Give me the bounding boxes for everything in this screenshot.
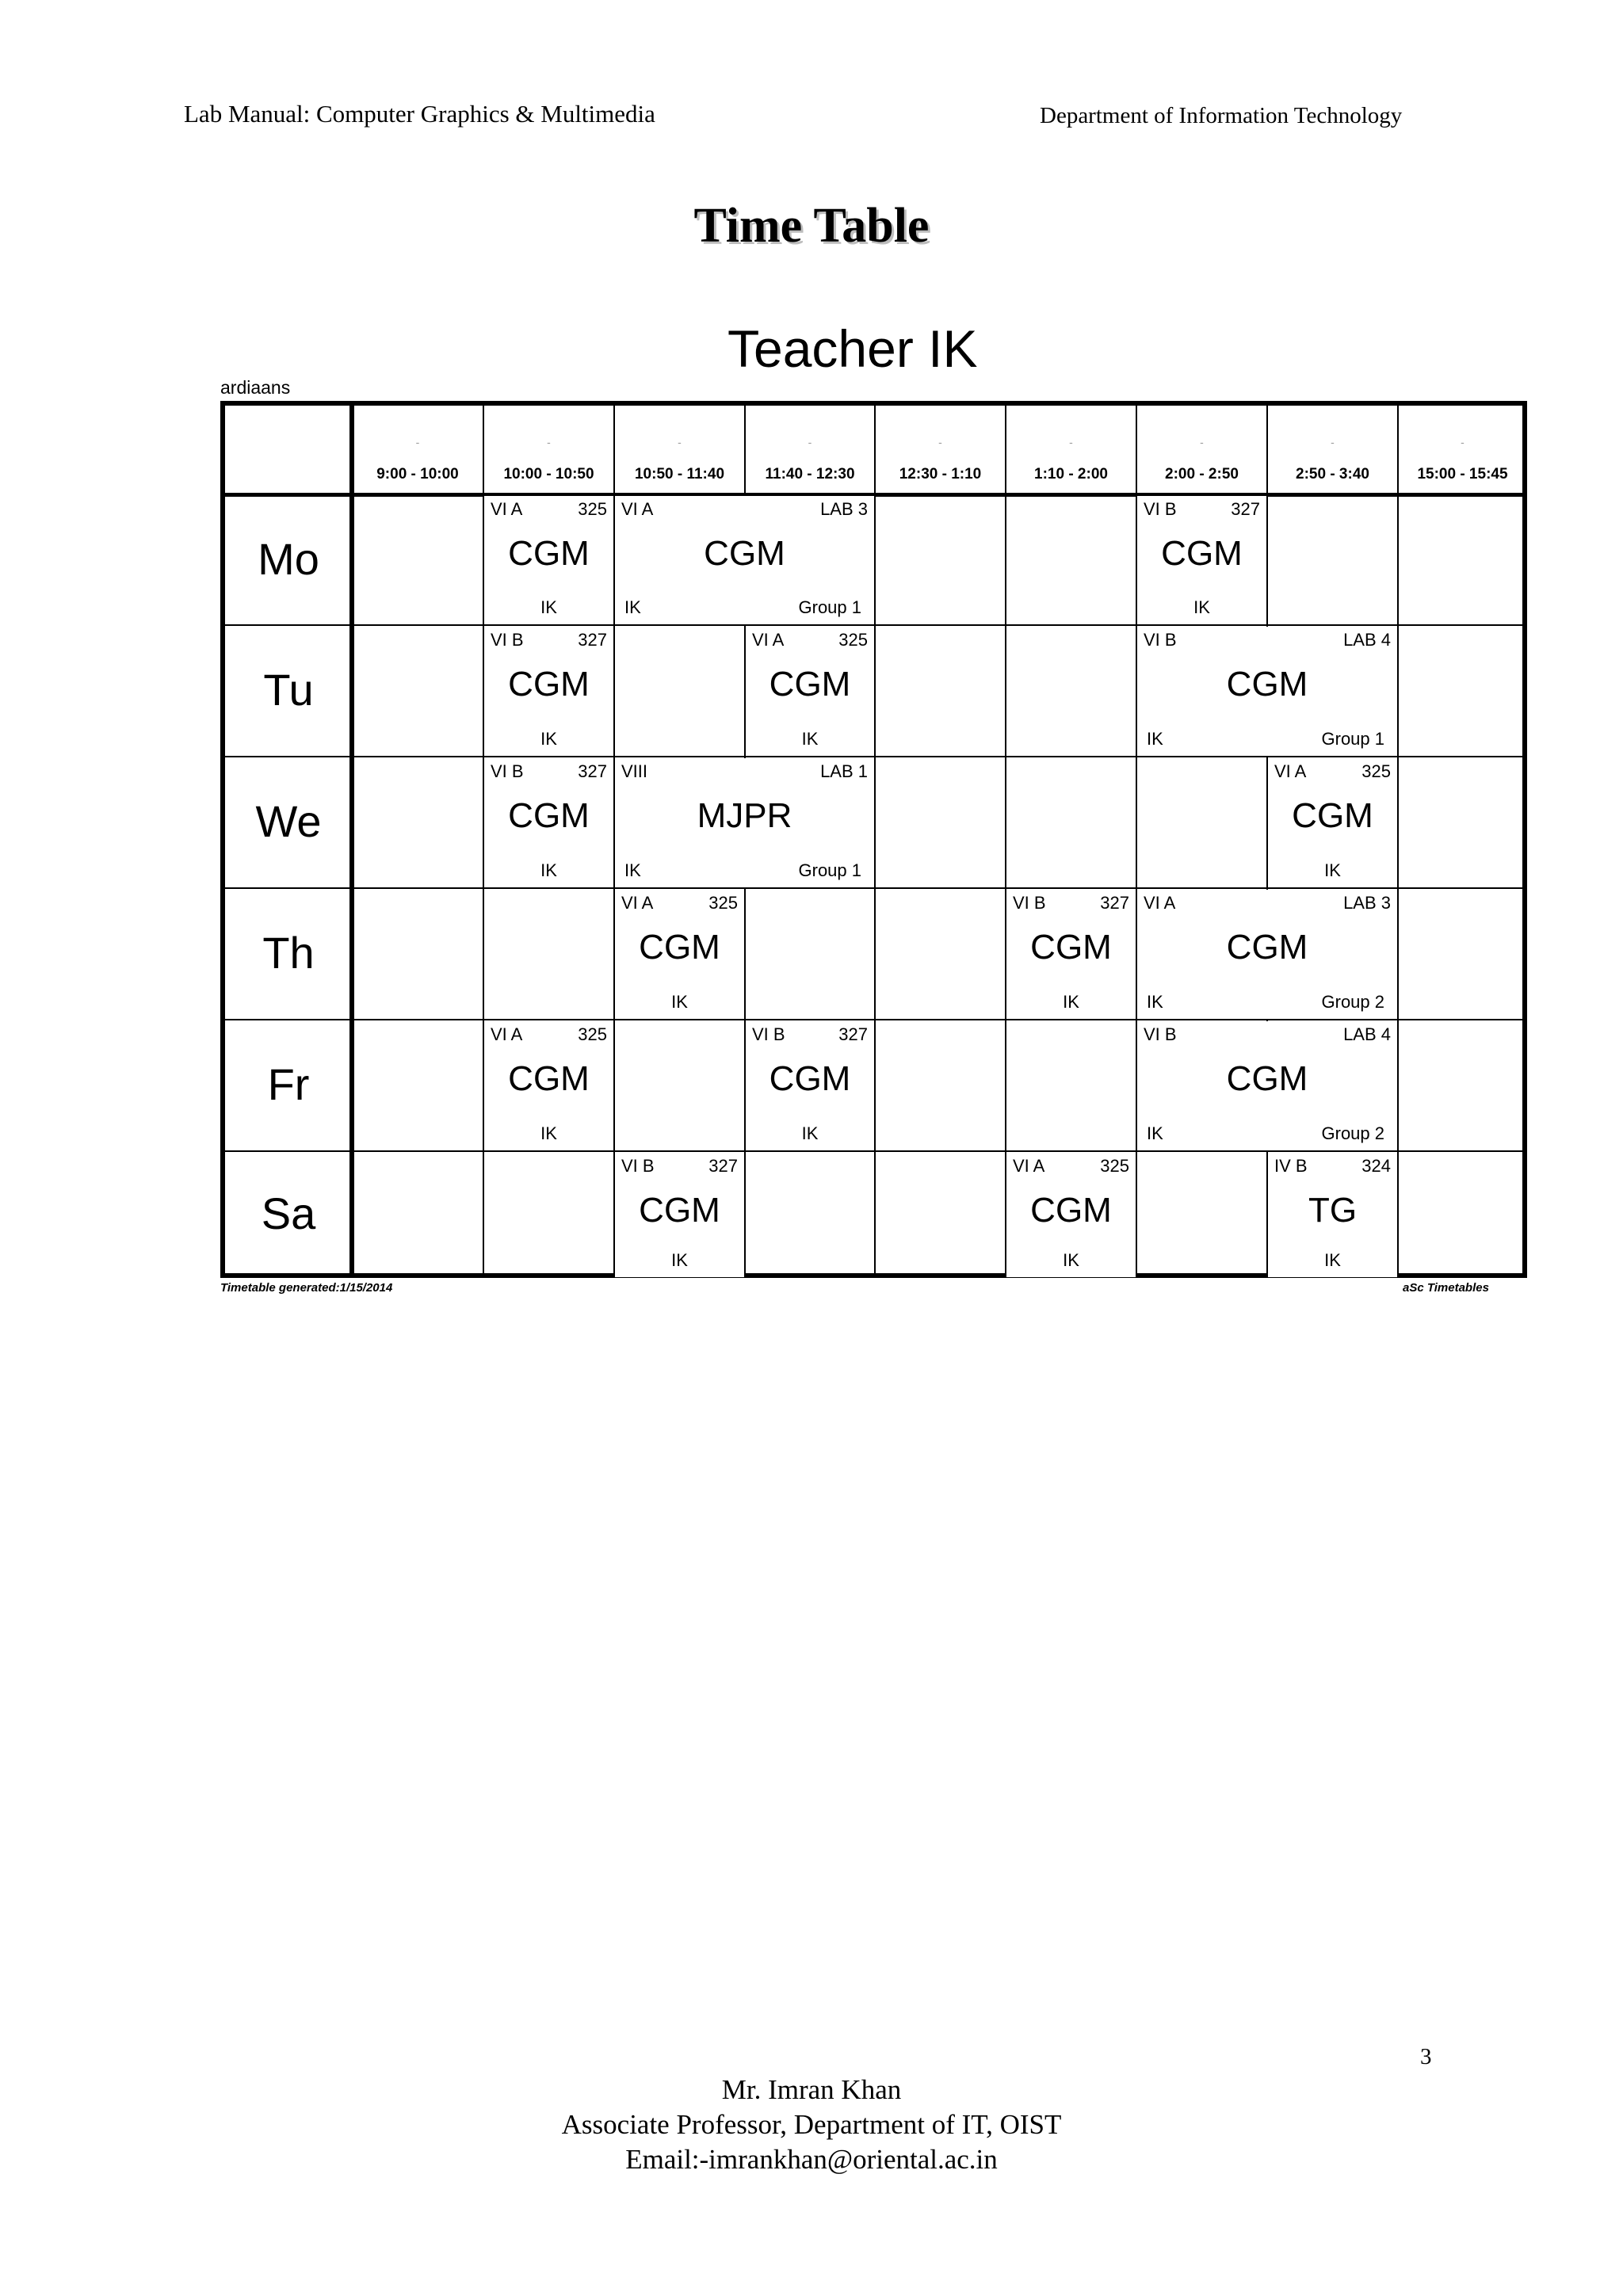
lesson-subject: CGM <box>704 534 785 573</box>
grid-line-horizontal <box>225 624 1522 626</box>
lesson-room: 325 <box>578 1024 607 1044</box>
lesson-teacher: IK <box>1324 1250 1341 1270</box>
period-marker: - <box>1200 436 1204 448</box>
author-email: Email:-imrankhan@oriental.ac.in <box>625 2144 998 2175</box>
time-slot-label: 11:40 - 12:30 <box>765 466 855 482</box>
lesson-cell <box>615 890 744 1019</box>
lesson-teacher: IK <box>1147 729 1163 749</box>
header-left: Lab Manual: Computer Graphics & Multimedia <box>184 100 655 128</box>
lesson-cell <box>1268 1153 1397 1277</box>
lesson-subject: CGM <box>1161 534 1243 573</box>
lesson-teacher: IK <box>671 992 688 1012</box>
time-slot-label: 9:00 - 10:00 <box>376 466 459 482</box>
period-marker: - <box>1331 436 1335 448</box>
lesson-class: VIII <box>621 761 648 781</box>
lesson-cell <box>615 1153 744 1277</box>
header-right: Department of Information Technology <box>1040 103 1403 128</box>
lesson-teacher: IK <box>540 729 557 749</box>
lesson-class: VI B <box>752 1024 785 1044</box>
lesson-subject: CGM <box>508 534 590 573</box>
lesson-subject: CGM <box>1226 665 1308 704</box>
grid-line-horizontal <box>225 756 1522 757</box>
lesson-cell <box>484 1021 613 1150</box>
lesson-cell <box>484 496 613 624</box>
lesson-cell <box>1137 627 1397 756</box>
lesson-cell <box>1006 1153 1136 1277</box>
lesson-cell <box>615 496 874 624</box>
grid-line-horizontal <box>225 1019 1522 1020</box>
lesson-teacher: IK <box>1193 597 1210 617</box>
lesson-subject: CGM <box>508 1059 590 1098</box>
lesson-subject: CGM <box>1226 1059 1308 1098</box>
lesson-teacher: IK <box>1147 1123 1163 1143</box>
lesson-subject: CGM <box>1292 796 1373 835</box>
lesson-teacher: IK <box>671 1250 688 1270</box>
lesson-room: 325 <box>1361 761 1391 781</box>
lesson-subject: TG <box>1308 1191 1358 1230</box>
lesson-room: 327 <box>838 1024 868 1044</box>
lesson-room: 325 <box>1100 1156 1129 1176</box>
lesson-class: VI A <box>1144 893 1176 913</box>
grid-line-vertical <box>874 406 876 1273</box>
lesson-teacher: IK <box>540 597 557 617</box>
lesson-class: VI B <box>1144 630 1177 650</box>
lesson-cell <box>746 627 874 756</box>
time-slot-label: 10:50 - 11:40 <box>634 466 725 482</box>
period-marker: - <box>547 436 551 448</box>
lesson-group: Group 1 <box>1321 729 1384 749</box>
lesson-cell <box>1006 890 1136 1019</box>
time-slot-label: 10:00 - 10:50 <box>503 466 594 482</box>
day-label: We <box>255 796 322 846</box>
author-role: Associate Professor, Department of IT, OIST <box>561 2109 1062 2140</box>
lesson-subject: CGM <box>1030 1191 1112 1230</box>
lesson-room: LAB 4 <box>1343 1024 1391 1044</box>
document-title: Time Table <box>693 199 930 253</box>
lesson-room: 327 <box>708 1156 738 1176</box>
time-slot-label: 15:00 - 15:45 <box>1417 466 1508 482</box>
timetable-software-note: aSc Timetables <box>1403 1281 1489 1295</box>
period-marker: - <box>1069 436 1073 448</box>
lesson-class: VI B <box>1144 499 1177 519</box>
time-slot-label: 2:00 - 2:50 <box>1165 466 1239 482</box>
lesson-subject: CGM <box>508 665 590 704</box>
lesson-subject: MJPR <box>697 796 792 835</box>
timetable-grid <box>220 401 1527 1278</box>
lesson-subject: CGM <box>1226 928 1308 967</box>
lesson-room: LAB 3 <box>1343 893 1391 913</box>
lesson-subject: CGM <box>639 928 720 967</box>
lesson-class: VI B <box>1013 893 1046 913</box>
lesson-subject: CGM <box>769 665 851 704</box>
lesson-class: VI B <box>1144 1024 1177 1044</box>
lesson-room: 327 <box>578 761 607 781</box>
lesson-class: VI A <box>621 499 654 519</box>
timetable-title: Teacher IK <box>727 319 978 378</box>
period-marker: - <box>415 436 420 448</box>
lesson-teacher: IK <box>1063 992 1079 1012</box>
day-label: Mo <box>258 533 319 584</box>
lesson-cell <box>1137 890 1397 1019</box>
lesson-teacher: IK <box>1063 1250 1079 1270</box>
day-label: Tu <box>263 665 314 715</box>
author-name: Mr. Imran Khan <box>721 2074 902 2105</box>
period-marker: - <box>808 436 812 448</box>
day-label: Th <box>262 928 315 978</box>
lesson-class: VI A <box>491 1024 523 1044</box>
grid-line-vertical <box>1005 406 1006 1273</box>
time-slot-label: 12:30 - 1:10 <box>899 466 982 482</box>
lesson-class: VI B <box>491 630 524 650</box>
period-marker: - <box>678 436 682 448</box>
lesson-group: Group 2 <box>1321 992 1384 1012</box>
lesson-cell <box>615 758 874 887</box>
lesson-cell <box>1268 758 1397 887</box>
lesson-room: 325 <box>838 630 868 650</box>
timetable-generated-note: Timetable generated:1/15/2014 <box>220 1281 393 1295</box>
lesson-room: LAB 4 <box>1343 630 1391 650</box>
lesson-teacher: IK <box>540 1123 557 1143</box>
lesson-cell <box>746 1021 874 1150</box>
lesson-cell <box>1137 1021 1397 1150</box>
lesson-cell <box>484 627 613 756</box>
grid-line-horizontal <box>225 887 1522 889</box>
period-marker: - <box>1461 436 1465 448</box>
lesson-subject: CGM <box>1030 928 1112 967</box>
lesson-room: 324 <box>1361 1156 1391 1176</box>
period-marker: - <box>938 436 942 448</box>
lesson-teacher: IK <box>1147 992 1163 1012</box>
lesson-teacher: IK <box>1324 860 1341 880</box>
lesson-subject: CGM <box>639 1191 720 1230</box>
timetable-school: ardiaans <box>220 377 291 398</box>
day-label: Sa <box>261 1188 316 1238</box>
lesson-class: VI A <box>621 893 654 913</box>
lesson-class: VI A <box>491 499 523 519</box>
lesson-subject: CGM <box>508 796 590 835</box>
lesson-group: Group 1 <box>798 597 861 617</box>
lesson-class: VI A <box>752 630 785 650</box>
lesson-class: VI A <box>1274 761 1307 781</box>
lesson-group: Group 1 <box>798 860 861 880</box>
lesson-room: LAB 3 <box>820 499 868 519</box>
lesson-class: VI A <box>1013 1156 1045 1176</box>
lesson-room: 327 <box>578 630 607 650</box>
lesson-teacher: IK <box>624 860 641 880</box>
lesson-group: Group 2 <box>1321 1123 1384 1143</box>
lesson-room: LAB 1 <box>820 761 868 781</box>
grid-line-vertical <box>1397 406 1399 1273</box>
lesson-room: 327 <box>1100 893 1129 913</box>
lesson-cell <box>1137 496 1266 624</box>
grid-line-horizontal <box>225 1150 1522 1152</box>
lesson-room: 327 <box>1231 499 1260 519</box>
lesson-room: 325 <box>708 893 738 913</box>
page-number: 3 <box>1420 2044 1432 2069</box>
lesson-subject: CGM <box>769 1059 851 1098</box>
lesson-room: 325 <box>578 499 607 519</box>
day-label: Fr <box>267 1059 310 1109</box>
time-slot-label: 2:50 - 3:40 <box>1296 466 1369 482</box>
lesson-teacher: IK <box>540 860 557 880</box>
lesson-teacher: IK <box>801 1123 819 1143</box>
lesson-teacher: IK <box>624 597 641 617</box>
lesson-class: IV B <box>1274 1156 1308 1176</box>
lesson-teacher: IK <box>801 729 819 749</box>
lesson-cell <box>484 758 613 887</box>
lesson-class: VI B <box>491 761 524 781</box>
lesson-class: VI B <box>621 1156 655 1176</box>
time-slot-label: 1:10 - 2:00 <box>1034 466 1108 482</box>
